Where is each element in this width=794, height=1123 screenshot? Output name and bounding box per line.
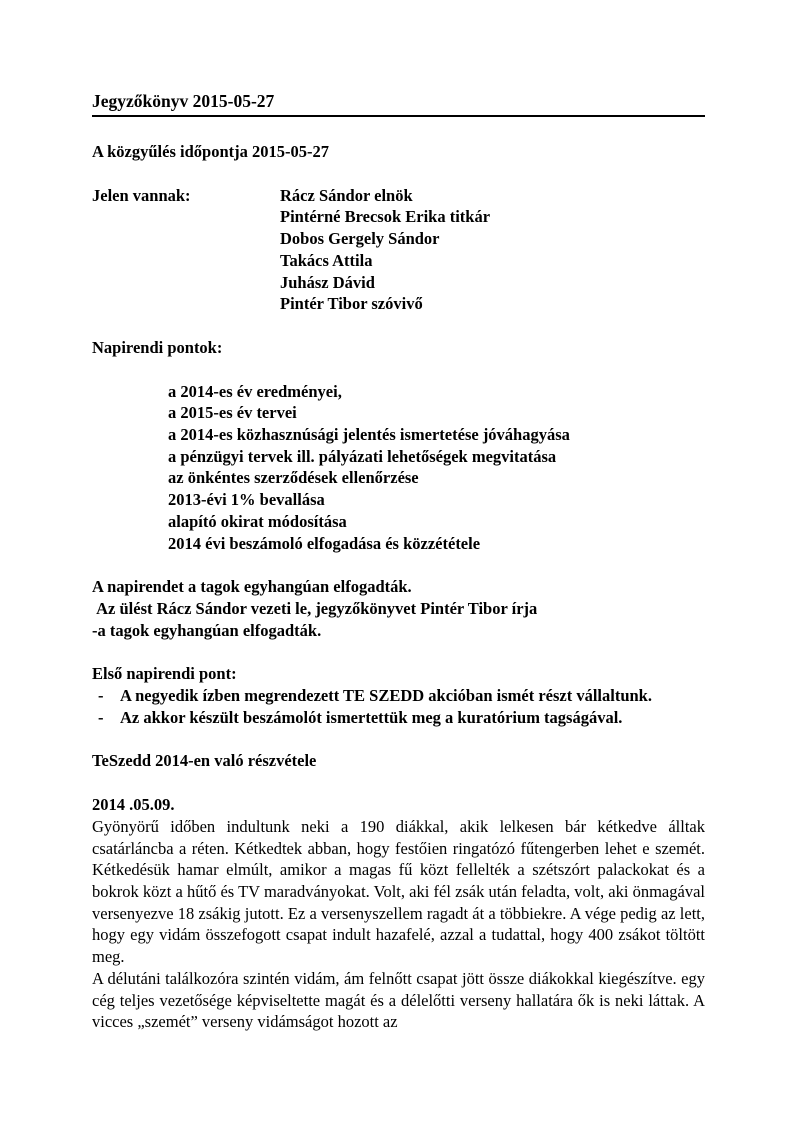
first-agenda-point-label: Első napirendi pont: — [92, 664, 237, 684]
report-paragraph: Gyönyörű időben indultunk neki a 190 diákkal, akik lelkesen bár kétkedve álltak csatárláncba a réten. Kétkedtek abban, hogy festőien ringatózó fűtengerben lehet e szemét. Kétkedésük hamar elmúlt, amikor a magas fű közt fellelték a szétszórt palackokat és a bokrok közt a hűtő és TV maradványokat. Volt, aki fél zsák után feladta, volt, aki önmagával versenyezve 18 zsákig jutott. Ez a versenyszellem ragadt át a többiekre. A vége pedig az lett, hogy egy vidám összefogott csapat indult hazafelé, azzal a tudattal, hogy 400 zsákot töltött meg. — [92, 816, 705, 967]
resolution-paragraph — [92, 576, 705, 641]
first-agenda-point-bullets — [92, 685, 705, 728]
agenda-item: a 2014-es közhasznúsági jelentés ismertetése jóváhagyása — [168, 425, 570, 445]
agenda-item: 2013-évi 1% bevallása — [168, 490, 325, 510]
bullet-marker: - — [98, 686, 104, 706]
attendee-item: Takács Attila — [280, 250, 373, 270]
attendee-item: Dobos Gergely Sándor — [280, 229, 440, 249]
resolution-line: A napirendet a tagok egyhangúan elfogadták. — [92, 577, 412, 597]
meeting-date-line: A közgyűlés időpontja 2015-05-27 — [92, 142, 329, 161]
bullet-marker: - — [98, 707, 104, 727]
attendee-item: Pintérné Brecsok Erika titkár — [280, 207, 491, 227]
attendees-label: Jelen vannak: — [92, 185, 191, 205]
resolution-line: -a tagok egyhangúan elfogadták. — [92, 620, 322, 640]
bullet-item — [92, 685, 705, 707]
agenda-item: a pénzügyi tervek ill. pályázati lehetőségek megvitatása — [168, 446, 557, 466]
agenda-list — [92, 381, 705, 555]
bullet-text: A negyedik ízben megrendezett TE SZEDD akcióban ismét részt vállaltunk. — [120, 686, 652, 706]
agenda-label: Napirendi pontok: — [92, 337, 223, 357]
agenda-item: 2014 évi beszámoló elfogadása és közzététele — [168, 533, 481, 553]
attendee-item: Juhász Dávid — [280, 272, 375, 292]
document-title: Jegyzőkönyv 2015-05-27 — [92, 90, 705, 117]
report-date-heading: 2014 .05.09. — [92, 795, 175, 815]
report-paragraph: A délutáni találkozóra szintén vidám, ám felnőtt csapat jött össze diákokkal kiegészítve. egy cég teljes vezetősége képviseltette magát és a délelőtti verseny hallatára ők is neki láttak. A vicces „szemét” verseny vidámságot hozott az — [92, 968, 705, 1032]
agenda-item: a 2014-es év eredményei, — [168, 381, 342, 401]
attendee-item: Rácz Sándor elnök — [280, 185, 413, 205]
bullet-text: Az akkor készült beszámolót ismertettük meg a kuratórium tagságával. — [120, 707, 623, 727]
agenda-item: az önkéntes szerződések ellenőrzése — [168, 468, 419, 488]
agenda-item: alapító okirat módosítása — [168, 511, 347, 531]
first-agenda-point-section — [92, 663, 705, 728]
attendee-item: Pintér Tibor szóvivő — [280, 294, 423, 314]
agenda-item: a 2015-es év tervei — [168, 403, 297, 423]
bullet-item — [92, 707, 705, 729]
subject-line: TeSzedd 2014-en való részvétele — [92, 751, 317, 771]
report-body — [92, 816, 705, 1033]
attendees-section — [92, 185, 705, 315]
resolution-line: Az ülést Rácz Sándor vezeti le, jegyzőkönyvet Pintér Tibor írja — [92, 598, 538, 618]
